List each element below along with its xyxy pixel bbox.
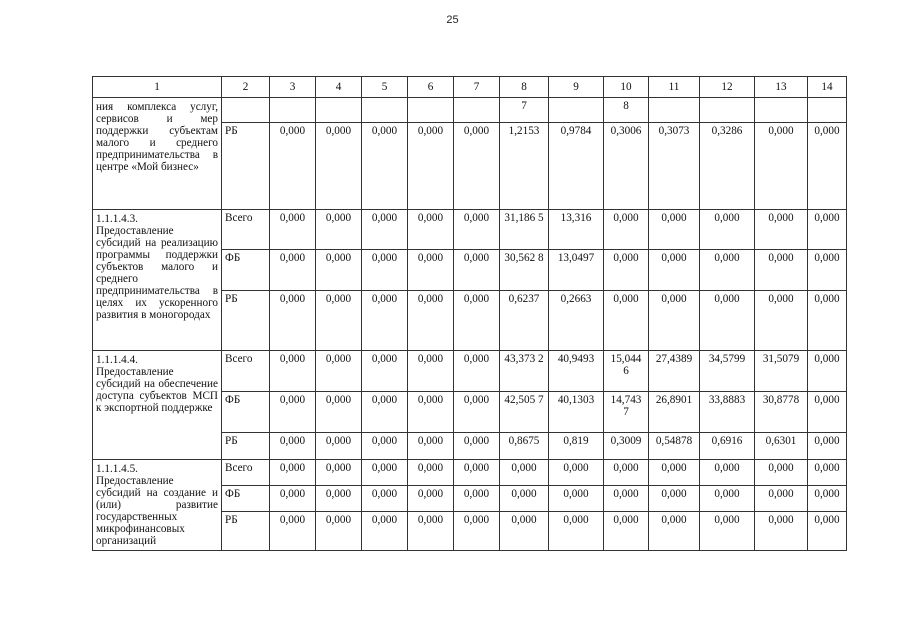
value-cell: 0,000 (808, 291, 847, 351)
value-cell: 0,000 (270, 123, 316, 210)
value-cell: 0,000 (755, 460, 808, 486)
value-cell: 0,000 (500, 486, 549, 512)
value-cell: 0,000 (604, 460, 649, 486)
value-cell: 0,000 (700, 512, 755, 551)
value-cell: 0,8675 (500, 433, 549, 460)
value-cell: 0,000 (454, 250, 500, 291)
table-row (93, 98, 847, 123)
value-cell: 0,6237 (500, 291, 549, 351)
value-cell: 0,000 (362, 460, 408, 486)
header-cell: 2 (222, 77, 270, 98)
value-cell: 0,000 (270, 512, 316, 551)
value-cell: 0,000 (362, 433, 408, 460)
measure-description: 1.1.1.4.4. Предоставление субсидий на обеспечение доступа субъектов МСП к экспортной поддержке (93, 351, 222, 460)
header-cell: 12 (700, 77, 755, 98)
value-cell: 0,000 (408, 486, 454, 512)
carry-cell (549, 98, 604, 123)
header-cell: 6 (408, 77, 454, 98)
table-row (93, 210, 847, 250)
header-cell: 14 (808, 77, 847, 98)
value-cell: 0,000 (755, 512, 808, 551)
value-cell: 0,000 (408, 392, 454, 433)
value-cell: 40,9493 (549, 351, 604, 392)
header-cell: 5 (362, 77, 408, 98)
value-cell: 0,000 (454, 291, 500, 351)
value-cell: 0,000 (808, 392, 847, 433)
value-cell: 0,000 (316, 210, 362, 250)
value-cell: 0,000 (270, 291, 316, 351)
measure-description: ния комплекса услуг, сервисов и мер поддержки субъектам малого и среднего предпринимательства в центре «Мой бизнес» (93, 98, 222, 210)
table-row (93, 460, 847, 486)
value-cell: 0,000 (270, 250, 316, 291)
value-cell: 0,000 (270, 210, 316, 250)
value-cell: 0,000 (604, 486, 649, 512)
value-cell: 0,6916 (700, 433, 755, 460)
value-cell: 0,9784 (549, 123, 604, 210)
value-cell: 0,000 (316, 250, 362, 291)
value-cell: 0,000 (549, 486, 604, 512)
value-cell: 0,000 (549, 460, 604, 486)
value-cell: 0,000 (604, 210, 649, 250)
value-cell: 0,000 (808, 512, 847, 551)
header-cell: 9 (549, 77, 604, 98)
value-cell: 0,000 (604, 291, 649, 351)
value-cell: 13,0497 (549, 250, 604, 291)
value-cell: 0,000 (408, 460, 454, 486)
value-cell: 0,000 (808, 210, 847, 250)
value-cell: 0,000 (316, 486, 362, 512)
carry-cell (454, 98, 500, 123)
value-cell: 0,000 (808, 351, 847, 392)
value-cell: 0,54878 (649, 433, 700, 460)
value-cell: 0,000 (808, 123, 847, 210)
value-cell: 0,000 (362, 123, 408, 210)
value-cell: 0,000 (649, 460, 700, 486)
value-cell: 40,1303 (549, 392, 604, 433)
value-cell: 0,000 (454, 486, 500, 512)
header-cell: 3 (270, 77, 316, 98)
value-cell: 0,000 (808, 486, 847, 512)
value-cell: 0,000 (808, 250, 847, 291)
carry-cell (362, 98, 408, 123)
funding-source: РБ (222, 512, 270, 551)
value-cell: 0,000 (500, 460, 549, 486)
value-cell: 0,000 (454, 351, 500, 392)
carry-cell: 8 (604, 98, 649, 123)
value-cell: 0,000 (649, 210, 700, 250)
value-cell: 0,000 (362, 291, 408, 351)
header-cell: 13 (755, 77, 808, 98)
value-cell: 0,6301 (755, 433, 808, 460)
value-cell: 0,000 (755, 210, 808, 250)
carry-cell (808, 98, 847, 123)
carry-cell (649, 98, 700, 123)
funding-source: РБ (222, 433, 270, 460)
value-cell: 0,000 (270, 351, 316, 392)
value-cell: 0,2663 (549, 291, 604, 351)
carry-cell (316, 98, 362, 123)
funding-source: Всего (222, 351, 270, 392)
value-cell: 0,000 (408, 351, 454, 392)
value-cell: 0,000 (649, 486, 700, 512)
measure-description: 1.1.1.4.3. Предоставление субсидий на реализацию программы поддержки субъектов малого и среднего предпринимательства в целях их ускоренного развития в моногородах (93, 210, 222, 351)
value-cell: 0,000 (755, 486, 808, 512)
value-cell: 0,000 (270, 460, 316, 486)
value-cell: 0,000 (270, 433, 316, 460)
value-cell: 0,000 (316, 460, 362, 486)
header-cell: 7 (454, 77, 500, 98)
value-cell: 31,5079 (755, 351, 808, 392)
value-cell: 26,8901 (649, 392, 700, 433)
value-cell: 0,000 (604, 512, 649, 551)
value-cell: 0,000 (408, 123, 454, 210)
value-cell: 0,000 (454, 210, 500, 250)
value-cell: 0,000 (755, 250, 808, 291)
value-cell: 31,186 5 (500, 210, 549, 250)
value-cell: 0,000 (500, 512, 549, 551)
header-cell: 8 (500, 77, 549, 98)
carry-cell (270, 98, 316, 123)
table-row (93, 351, 847, 392)
value-cell: 0,3009 (604, 433, 649, 460)
header-cell: 10 (604, 77, 649, 98)
carry-cell: 7 (500, 98, 549, 123)
value-cell: 0,000 (316, 123, 362, 210)
funding-source: ФБ (222, 392, 270, 433)
value-cell: 0,000 (755, 123, 808, 210)
value-cell: 0,000 (649, 291, 700, 351)
budget-table (92, 76, 847, 551)
value-cell: 0,000 (700, 210, 755, 250)
value-cell: 0,3286 (700, 123, 755, 210)
value-cell: 0,000 (362, 392, 408, 433)
value-cell: 30,8778 (755, 392, 808, 433)
value-cell: 0,000 (316, 433, 362, 460)
funding-source: Всего (222, 460, 270, 486)
value-cell: 27,4389 (649, 351, 700, 392)
value-cell: 0,000 (270, 392, 316, 433)
value-cell: 0,3006 (604, 123, 649, 210)
value-cell: 0,000 (549, 512, 604, 551)
value-cell: 0,000 (362, 250, 408, 291)
value-cell: 0,000 (454, 123, 500, 210)
value-cell: 0,000 (604, 250, 649, 291)
value-cell: 0,000 (362, 351, 408, 392)
value-cell: 0,3073 (649, 123, 700, 210)
value-cell: 0,000 (362, 512, 408, 551)
value-cell: 0,000 (454, 433, 500, 460)
carry-cell (700, 98, 755, 123)
value-cell: 0,000 (270, 486, 316, 512)
value-cell: 15,044 6 (604, 351, 649, 392)
value-cell: 0,000 (362, 486, 408, 512)
value-cell: 33,8883 (700, 392, 755, 433)
value-cell: 0,000 (808, 433, 847, 460)
carry-cell (755, 98, 808, 123)
value-cell: 0,000 (408, 250, 454, 291)
value-cell: 14,743 7 (604, 392, 649, 433)
value-cell: 0,000 (808, 460, 847, 486)
value-cell: 1,2153 (500, 123, 549, 210)
value-cell: 0,000 (408, 210, 454, 250)
value-cell: 34,5799 (700, 351, 755, 392)
carry-cell (408, 98, 454, 123)
carry-cell (222, 98, 270, 123)
funding-source: РБ (222, 291, 270, 351)
funding-source: ФБ (222, 486, 270, 512)
value-cell: 0,000 (700, 250, 755, 291)
value-cell: 0,000 (316, 351, 362, 392)
value-cell: 0,819 (549, 433, 604, 460)
measure-description: 1.1.1.4.5. Предоставление субсидий на создание и (или) развитие государственных микрофинансовых организаций (93, 460, 222, 551)
header-cell: 11 (649, 77, 700, 98)
value-cell: 0,000 (408, 433, 454, 460)
value-cell: 0,000 (454, 460, 500, 486)
value-cell: 0,000 (316, 392, 362, 433)
value-cell: 42,505 7 (500, 392, 549, 433)
value-cell: 13,316 (549, 210, 604, 250)
value-cell: 0,000 (362, 210, 408, 250)
funding-source: РБ (222, 123, 270, 210)
value-cell: 0,000 (649, 250, 700, 291)
value-cell: 0,000 (408, 291, 454, 351)
value-cell: 0,000 (700, 486, 755, 512)
value-cell: 0,000 (316, 512, 362, 551)
value-cell: 0,000 (700, 460, 755, 486)
header-row (93, 77, 847, 98)
value-cell: 0,000 (700, 291, 755, 351)
value-cell: 0,000 (316, 291, 362, 351)
funding-source: ФБ (222, 250, 270, 291)
page-number: 25 (446, 14, 459, 26)
value-cell: 0,000 (454, 392, 500, 433)
header-cell: 1 (93, 77, 222, 98)
value-cell: 43,373 2 (500, 351, 549, 392)
value-cell: 0,000 (649, 512, 700, 551)
value-cell: 0,000 (408, 512, 454, 551)
value-cell: 30,562 8 (500, 250, 549, 291)
funding-source: Всего (222, 210, 270, 250)
header-cell: 4 (316, 77, 362, 98)
value-cell: 0,000 (755, 291, 808, 351)
value-cell: 0,000 (454, 512, 500, 551)
